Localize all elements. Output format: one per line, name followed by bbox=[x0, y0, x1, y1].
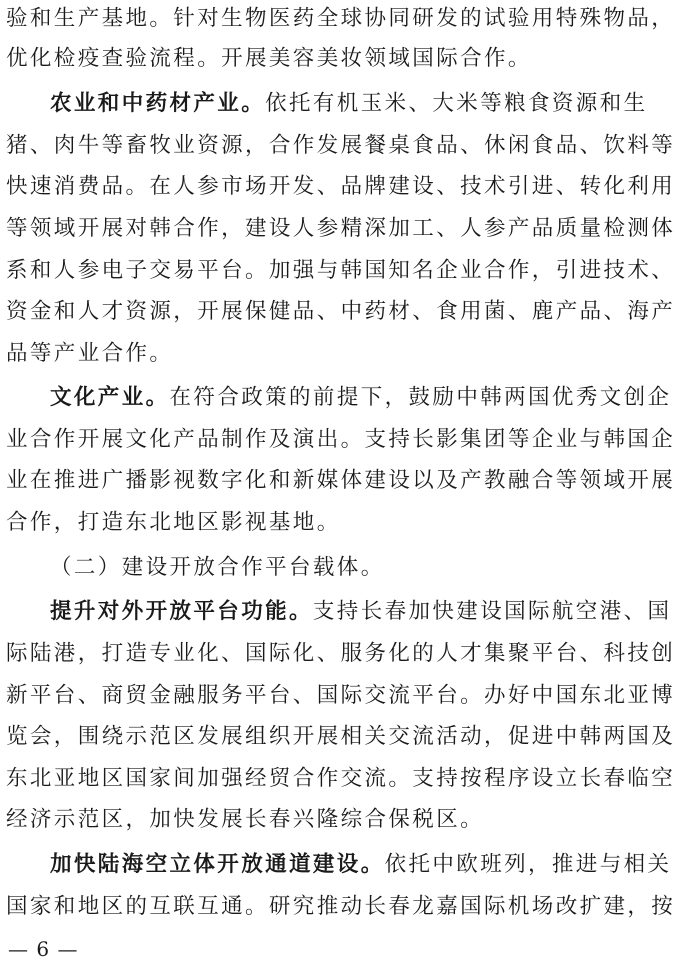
page-number: — 6 — bbox=[8, 937, 79, 961]
section-heading: （二）建设开放合作平台载体。 bbox=[50, 555, 385, 580]
paragraph-heading: 提升对外开放平台功能。 bbox=[50, 599, 313, 624]
paragraph-text: 在符合政策的前提下，鼓励中韩两国优秀文创企 bbox=[169, 385, 672, 410]
paragraph-line: 品等产业合作。 bbox=[6, 341, 174, 366]
paragraph-line: 业在推进广播影视数字化和新媒体建设以及产教融合等领域开展 bbox=[6, 468, 675, 493]
paragraph-line: 经济示范区，加快发展长春兴隆综合保税区。 bbox=[6, 807, 485, 832]
paragraph-line: 优化检疫查验流程。开展美容美妆领域国际合作。 bbox=[6, 46, 532, 71]
paragraph-line: 等领域开展对韩合作，建设人参精深加工、人参产品质量检测体 bbox=[6, 216, 675, 241]
paragraph-line: 系和人参电子交易平台。加强与韩国知名企业合作，引进技术、 bbox=[6, 258, 675, 283]
paragraph-heading: 文化产业。 bbox=[50, 385, 170, 410]
paragraph-first-line bbox=[6, 383, 672, 413]
paragraph-first-line bbox=[6, 850, 672, 880]
paragraph-first-line bbox=[6, 89, 648, 119]
paragraph-line: 际陆港，打造专业化、国际化、服务化的人才集聚平台、科技创 bbox=[6, 641, 675, 666]
paragraph-line: 验和生产基地。针对生物医药全球协同研发的试验用特殊物品， bbox=[6, 6, 675, 31]
paragraph-heading: 农业和中药材产业。 bbox=[50, 91, 266, 116]
paragraph-line: 合作，打造东北地区影视基地。 bbox=[6, 510, 341, 535]
paragraph-line: 国家和地区的互联互通。研究推动长春龙嘉国际机场改扩建，按 bbox=[6, 894, 675, 919]
paragraph-line: 东北亚地区国家间加强经贸合作交流。支持按程序设立长春临空 bbox=[6, 766, 675, 791]
paragraph-line: 新平台、商贸金融服务平台、国际交流平台。办好中国东北亚博 bbox=[6, 683, 675, 708]
paragraph-line: 业合作开展文化产品制作及演出。支持长影集团等企业与韩国企 bbox=[6, 427, 675, 452]
paragraph-line: 览会，围绕示范区发展组织开展相关交流活动，促进中韩两国及 bbox=[6, 724, 675, 749]
paragraph-line: 资金和人才资源，开展保健品、中药材、食用菌、鹿产品、海产 bbox=[6, 299, 675, 324]
paragraph-heading: 加快陆海空立体开放通道建设。 bbox=[50, 852, 385, 877]
paragraph-line: 快速消费品。在人参市场开发、品牌建设、技术引进、转化利用 bbox=[6, 174, 675, 199]
paragraph-first-line bbox=[6, 597, 672, 627]
paragraph-text: 依托中欧班列，推进与相关 bbox=[384, 852, 672, 877]
paragraph-text: 依托有机玉米、大米等粮食资源和生 bbox=[265, 91, 648, 116]
paragraph-line: 猪、肉牛等畜牧业资源，合作发展餐桌食品、休闲食品、饮料等 bbox=[6, 133, 675, 158]
paragraph-text: 支持长春加快建设国际航空港、国 bbox=[312, 599, 672, 624]
